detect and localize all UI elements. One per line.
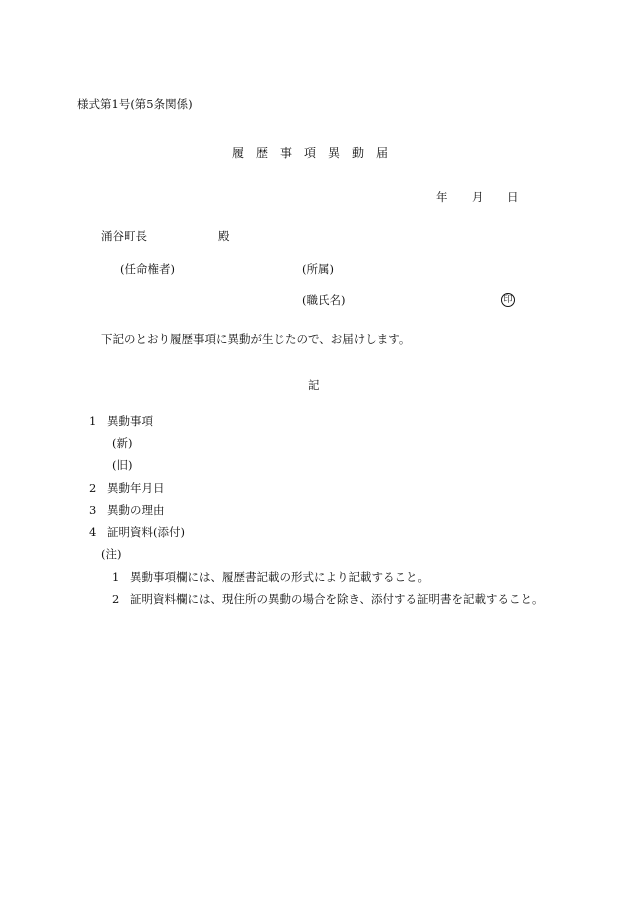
- item-3-label: 異動の理由: [107, 503, 165, 517]
- notes-label: (注): [101, 547, 122, 561]
- appointer-label: (任命権者): [120, 262, 175, 276]
- date-year: 年: [436, 190, 448, 204]
- item-1-new: (新): [112, 436, 133, 450]
- note-2-number: 2: [112, 592, 120, 606]
- item-4-number: 4: [89, 525, 97, 539]
- affiliation-label: (所属): [302, 262, 334, 276]
- body-text: 下記のとおり履歴事項に異動が生じたので、お届けします。: [101, 332, 411, 346]
- item-1-label: 異動事項: [107, 414, 153, 428]
- note-1-number: 1: [112, 570, 120, 584]
- item-2-number: 2: [89, 481, 97, 495]
- job-name-label: (職氏名): [302, 293, 346, 307]
- seal-mark: 印: [501, 293, 515, 307]
- note-1-text: 異動事項欄には、履歴書記載の形式により記載すること。: [130, 570, 429, 584]
- item-3-number: 3: [89, 503, 97, 517]
- item-2-label: 異動年月日: [107, 481, 165, 495]
- item-1-old: (旧): [112, 458, 133, 472]
- document-title: 履 歴 事 項 異 動 届: [232, 146, 389, 160]
- date-month: 月: [472, 190, 484, 204]
- note-2-text: 証明資料欄には、現住所の異動の場合を除き、添付する証明書を記載すること。: [130, 592, 544, 606]
- item-4-label: 証明資料(添付): [107, 525, 185, 539]
- item-1-number: 1: [89, 414, 97, 428]
- ki-heading: 記: [308, 378, 320, 392]
- date-day: 日: [507, 190, 519, 204]
- addressee-honorific: 殿: [218, 229, 230, 243]
- addressee-name: 涌谷町長: [101, 229, 147, 243]
- form-number: 様式第1号(第5条関係): [77, 97, 193, 111]
